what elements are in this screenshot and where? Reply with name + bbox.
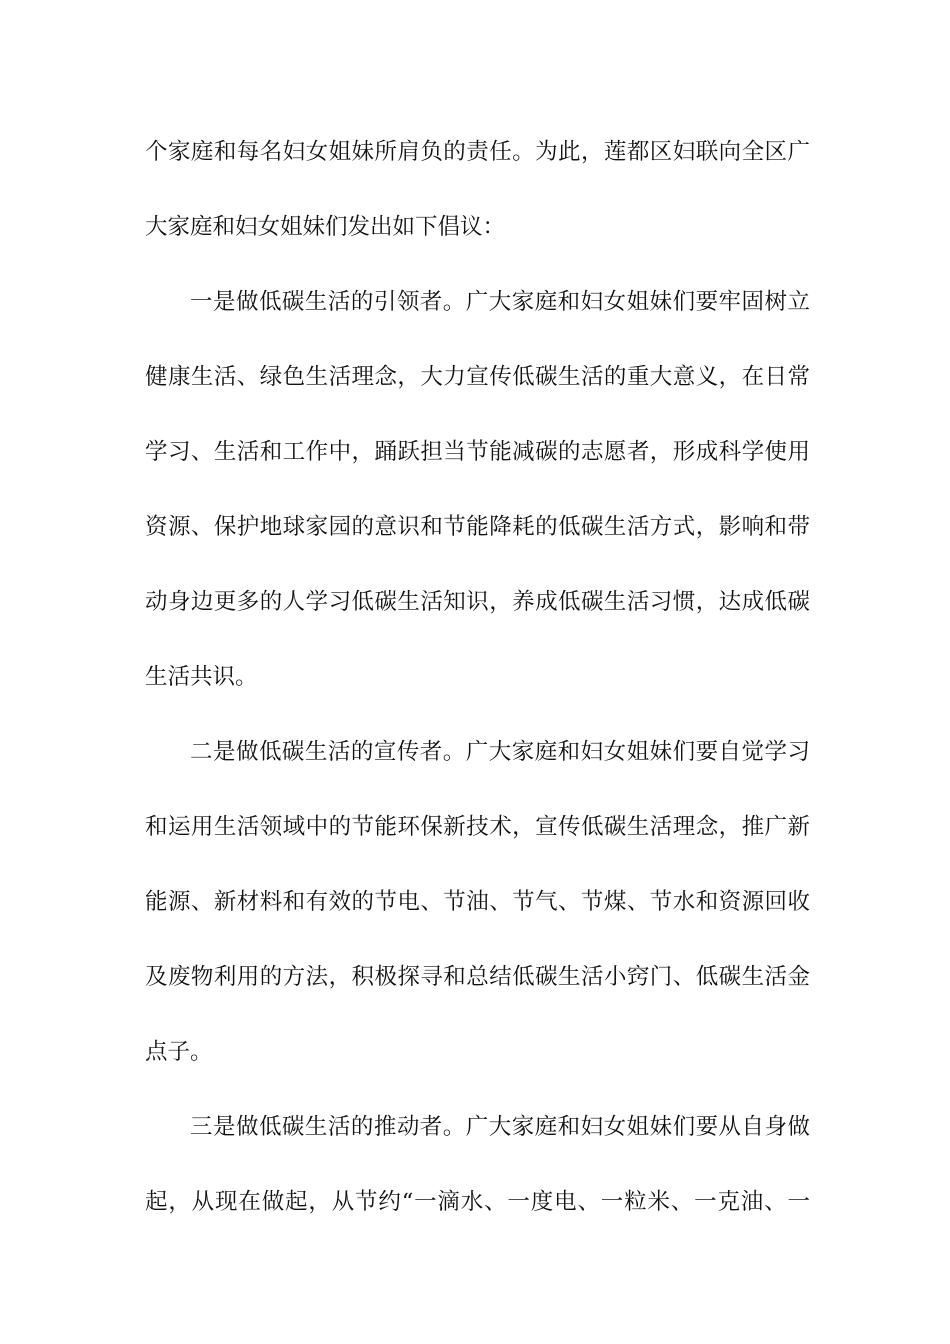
paragraph-start-line: 二是做低碳生活的宣传者。广大家庭和妇女姐妹们要自觉学习 [190,739,810,765]
text-line: 生活共识。 [145,664,258,690]
text-line: 学习、生活和工作中，踊跃担当节能减碳的志愿者，形成科学使用 [145,439,810,465]
text-line: 和运用生活领域中的节能环保新技术，宣传低碳生活理念，推广新 [145,814,810,840]
text-line: 点子。 [145,1039,213,1065]
text-line: 大家庭和妇女姐妹们发出如下倡议： [145,214,506,240]
text-line: 个家庭和每名妇女姐妹所肩负的责任。为此，莲都区妇联向全区广 [145,139,810,165]
text-line: 健康生活、绿色生活理念，大力宣传低碳生活的重大意义，在日常 [145,364,810,390]
paragraph-start-line: 一是做低碳生活的引领者。广大家庭和妇女姐妹们要牢固树立 [190,289,810,315]
text-line: 能源、新材料和有效的节电、节油、节气、节煤、节水和资源回收 [145,889,810,915]
paragraph-start-line: 三是做低碳生活的推动者。广大家庭和妇女姐妹们要从自身做 [190,1114,810,1140]
text-line: 动身边更多的人学习低碳生活知识，养成低碳生活习惯，达成低碳 [145,589,810,615]
text-line: 资源、保护地球家园的意识和节能降耗的低碳生活方式，影响和带 [145,514,810,540]
text-line: 及废物利用的方法，积极探寻和总结低碳生活小窍门、低碳生活金 [145,964,810,990]
text-line: 起，从现在做起，从节约“一滴水、一度电、一粒米、一克油、一 [145,1189,810,1215]
